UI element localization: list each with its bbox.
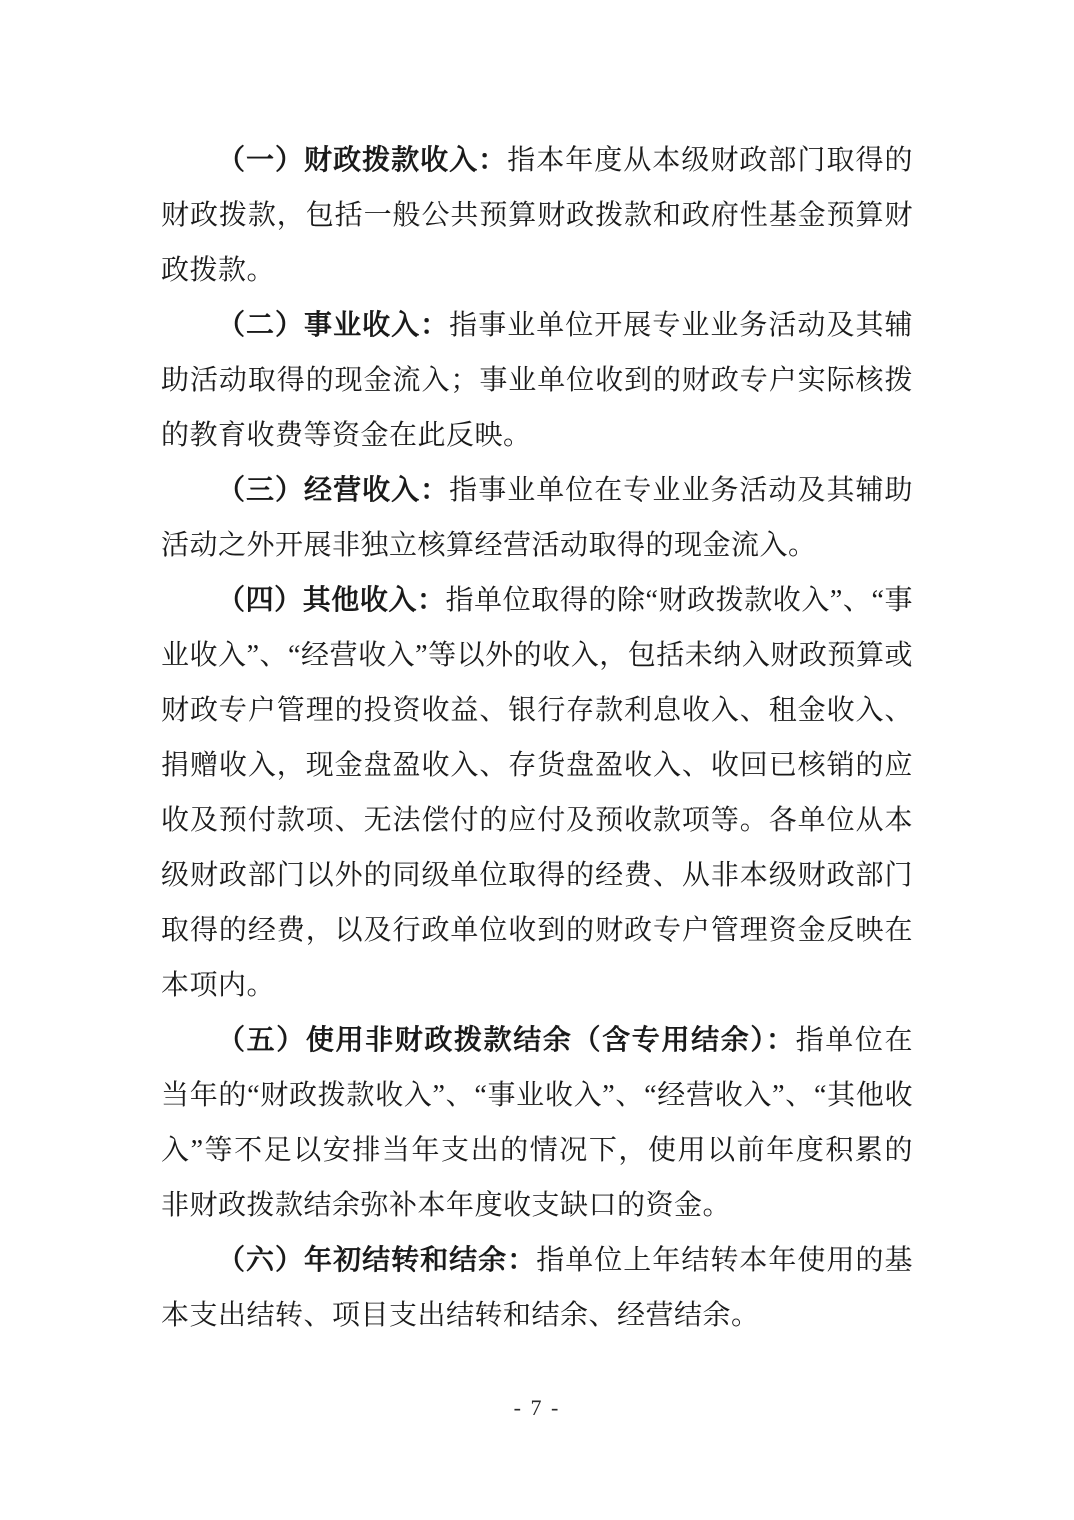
paragraph-lead: （三）经营收入： xyxy=(217,475,450,506)
page-number: - 7 - xyxy=(513,1395,561,1420)
paragraph-body: 指单位在当年的“财政拨款收入”、“事业收入”、“经营收入”、“其他收入”等不足以安排当年支出的情况下，使用以前年度积累的非财政拨款结余弥补本年度收支缺口的资金。 xyxy=(161,1025,913,1221)
paragraph-lead: （二）事业收入： xyxy=(217,310,450,341)
document-text-block xyxy=(161,133,913,1343)
paragraph-use-of-non-fiscal-surplus xyxy=(161,1013,913,1233)
paragraph-body: 指事业单位在专业业务活动及其辅助活动之外开展非独立核算经营活动取得的现金流入。 xyxy=(161,475,913,561)
paragraph-operating-income-public-institution xyxy=(161,298,913,463)
paragraph-lead: （一）财政拨款收入： xyxy=(217,145,508,176)
paragraph-lead: （四）其他收入： xyxy=(217,585,446,616)
paragraph-other-income xyxy=(161,573,913,1013)
paragraph-beginning-year-carryover xyxy=(161,1233,913,1343)
paragraph-body: 指单位取得的除“财政拨款收入”、“事业收入”、“经营收入”等以外的收入，包括未纳入财政预算或财政专户管理的投资收益、银行存款利息收入、租金收入、捐赠收入，现金盘盈收入、存货盘盈收入、收回已核销的应收及预付款项、无法偿付的应付及预收款项等。各单位从本级财政部门以外的同级单位取得的经费、从非本级财政部门取得的经费，以及行政单位收到的财政专户管理资金反映在本项内。 xyxy=(161,585,913,1001)
paragraph-business-operation-income xyxy=(161,463,913,573)
paragraph-body: 指单位上年结转本年使用的基本支出结转、项目支出结转和结余、经营结余。 xyxy=(161,1245,913,1331)
paragraph-body: 指事业单位开展专业业务活动及其辅助活动取得的现金流入；事业单位收到的财政专户实际核拨的教育收费等资金在此反映。 xyxy=(161,310,913,451)
paragraph-lead: （五）使用非财政拨款结余（含专用结余）： xyxy=(217,1025,796,1056)
paragraph-lead: （六）年初结转和结余： xyxy=(217,1245,537,1276)
paragraph-body: 指本年度从本级财政部门取得的财政拨款，包括一般公共预算财政拨款和政府性基金预算财政拨款。 xyxy=(161,145,913,286)
paragraph-fiscal-appropriation-income xyxy=(161,133,913,298)
